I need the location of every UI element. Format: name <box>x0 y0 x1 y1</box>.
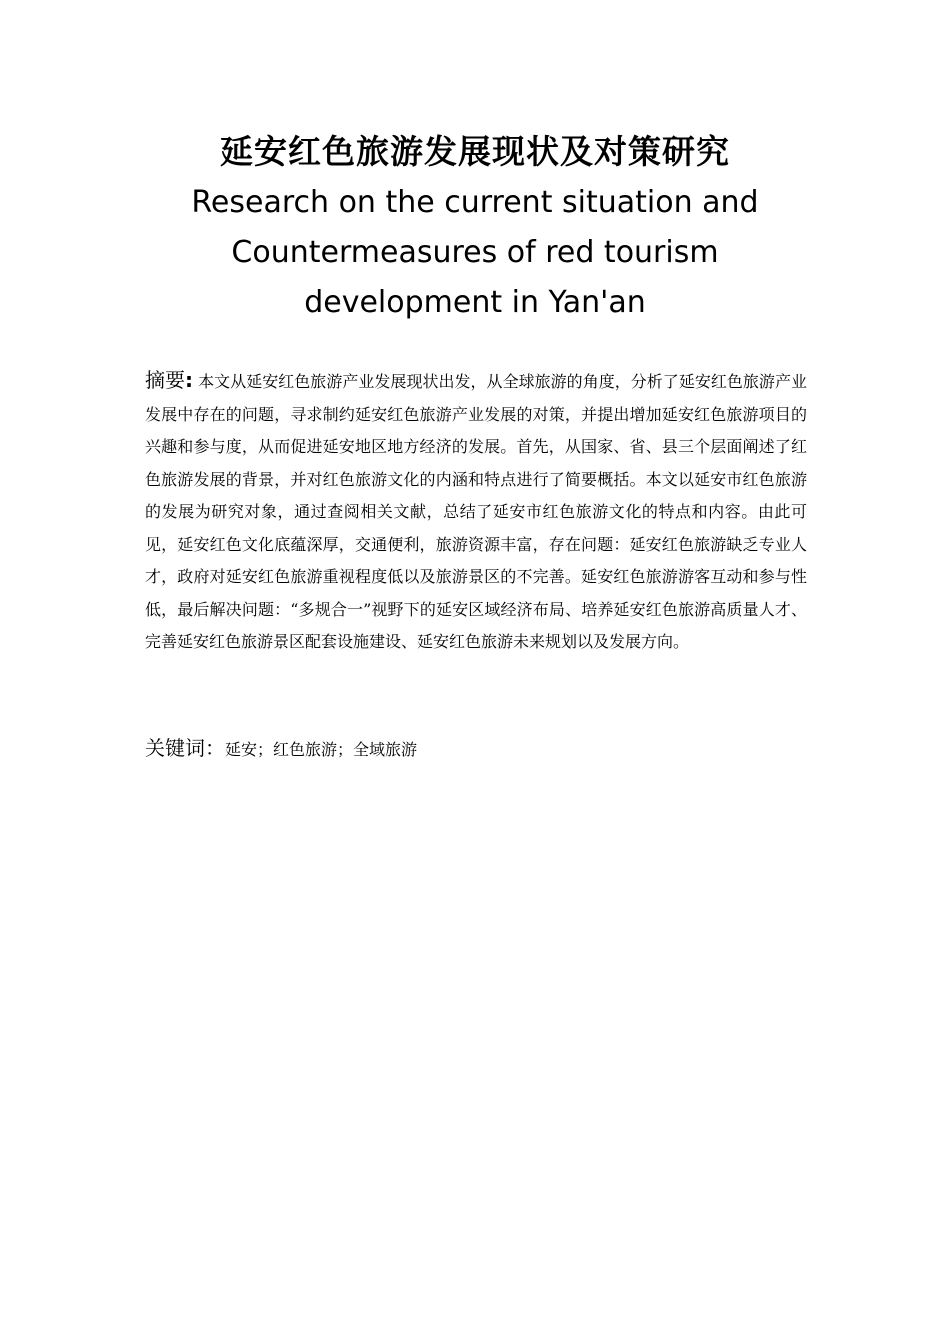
keywords-label: 关键词： <box>145 736 225 760</box>
abstract-label <box>145 368 193 392</box>
keywords-line <box>145 731 807 768</box>
title-block <box>120 126 830 328</box>
abstract-label-text: 摘要 <box>145 368 186 392</box>
english-title: Research on the current situation and Countermeasures of red tourism development in Yan'an <box>191 185 759 320</box>
chinese-title: 延安红色旅游发展现状及对策研究 <box>220 132 730 171</box>
abstract-label-colon: : <box>185 368 194 392</box>
abstract-paragraph <box>145 364 807 659</box>
keywords-text: 延安；红色旅游；全域旅游 <box>225 740 418 759</box>
abstract-text: 本文从延安红色旅游产业发展现状出发，从全球旅游的角度，分析了延安红色旅游产业发展中存在的问题，寻求制约延安红色旅游产业发展的对策，并提出增加延安红色旅游项目的兴趣和参与度，从而促进延安地区地方经济的发展。首先，从国家、省、县三个层面阐述了红色旅游发展的背景，并对红色旅游文化的内涵和特点进行了简要概括。本文以延安市红色旅游的发展为研究对象，通过查阅相关文献，总结了延安市红色旅游文化的特点和内容。由此可见，延安红色文化底蕴深厚，交通便利，旅游资源丰富，存在问题：延安红色旅游缺乏专业人才，政府对延安红色旅游重视程度低以及旅游景区的不完善。延安红色旅游游客互动和参与性低，最后解决问题：“多规合一”视野下的延安区域经济布局、培养延安红色旅游高质量人才、完善延安红色旅游景区配套设施建设、延安红色旅游未来规划以及发展方向。 <box>145 372 807 651</box>
